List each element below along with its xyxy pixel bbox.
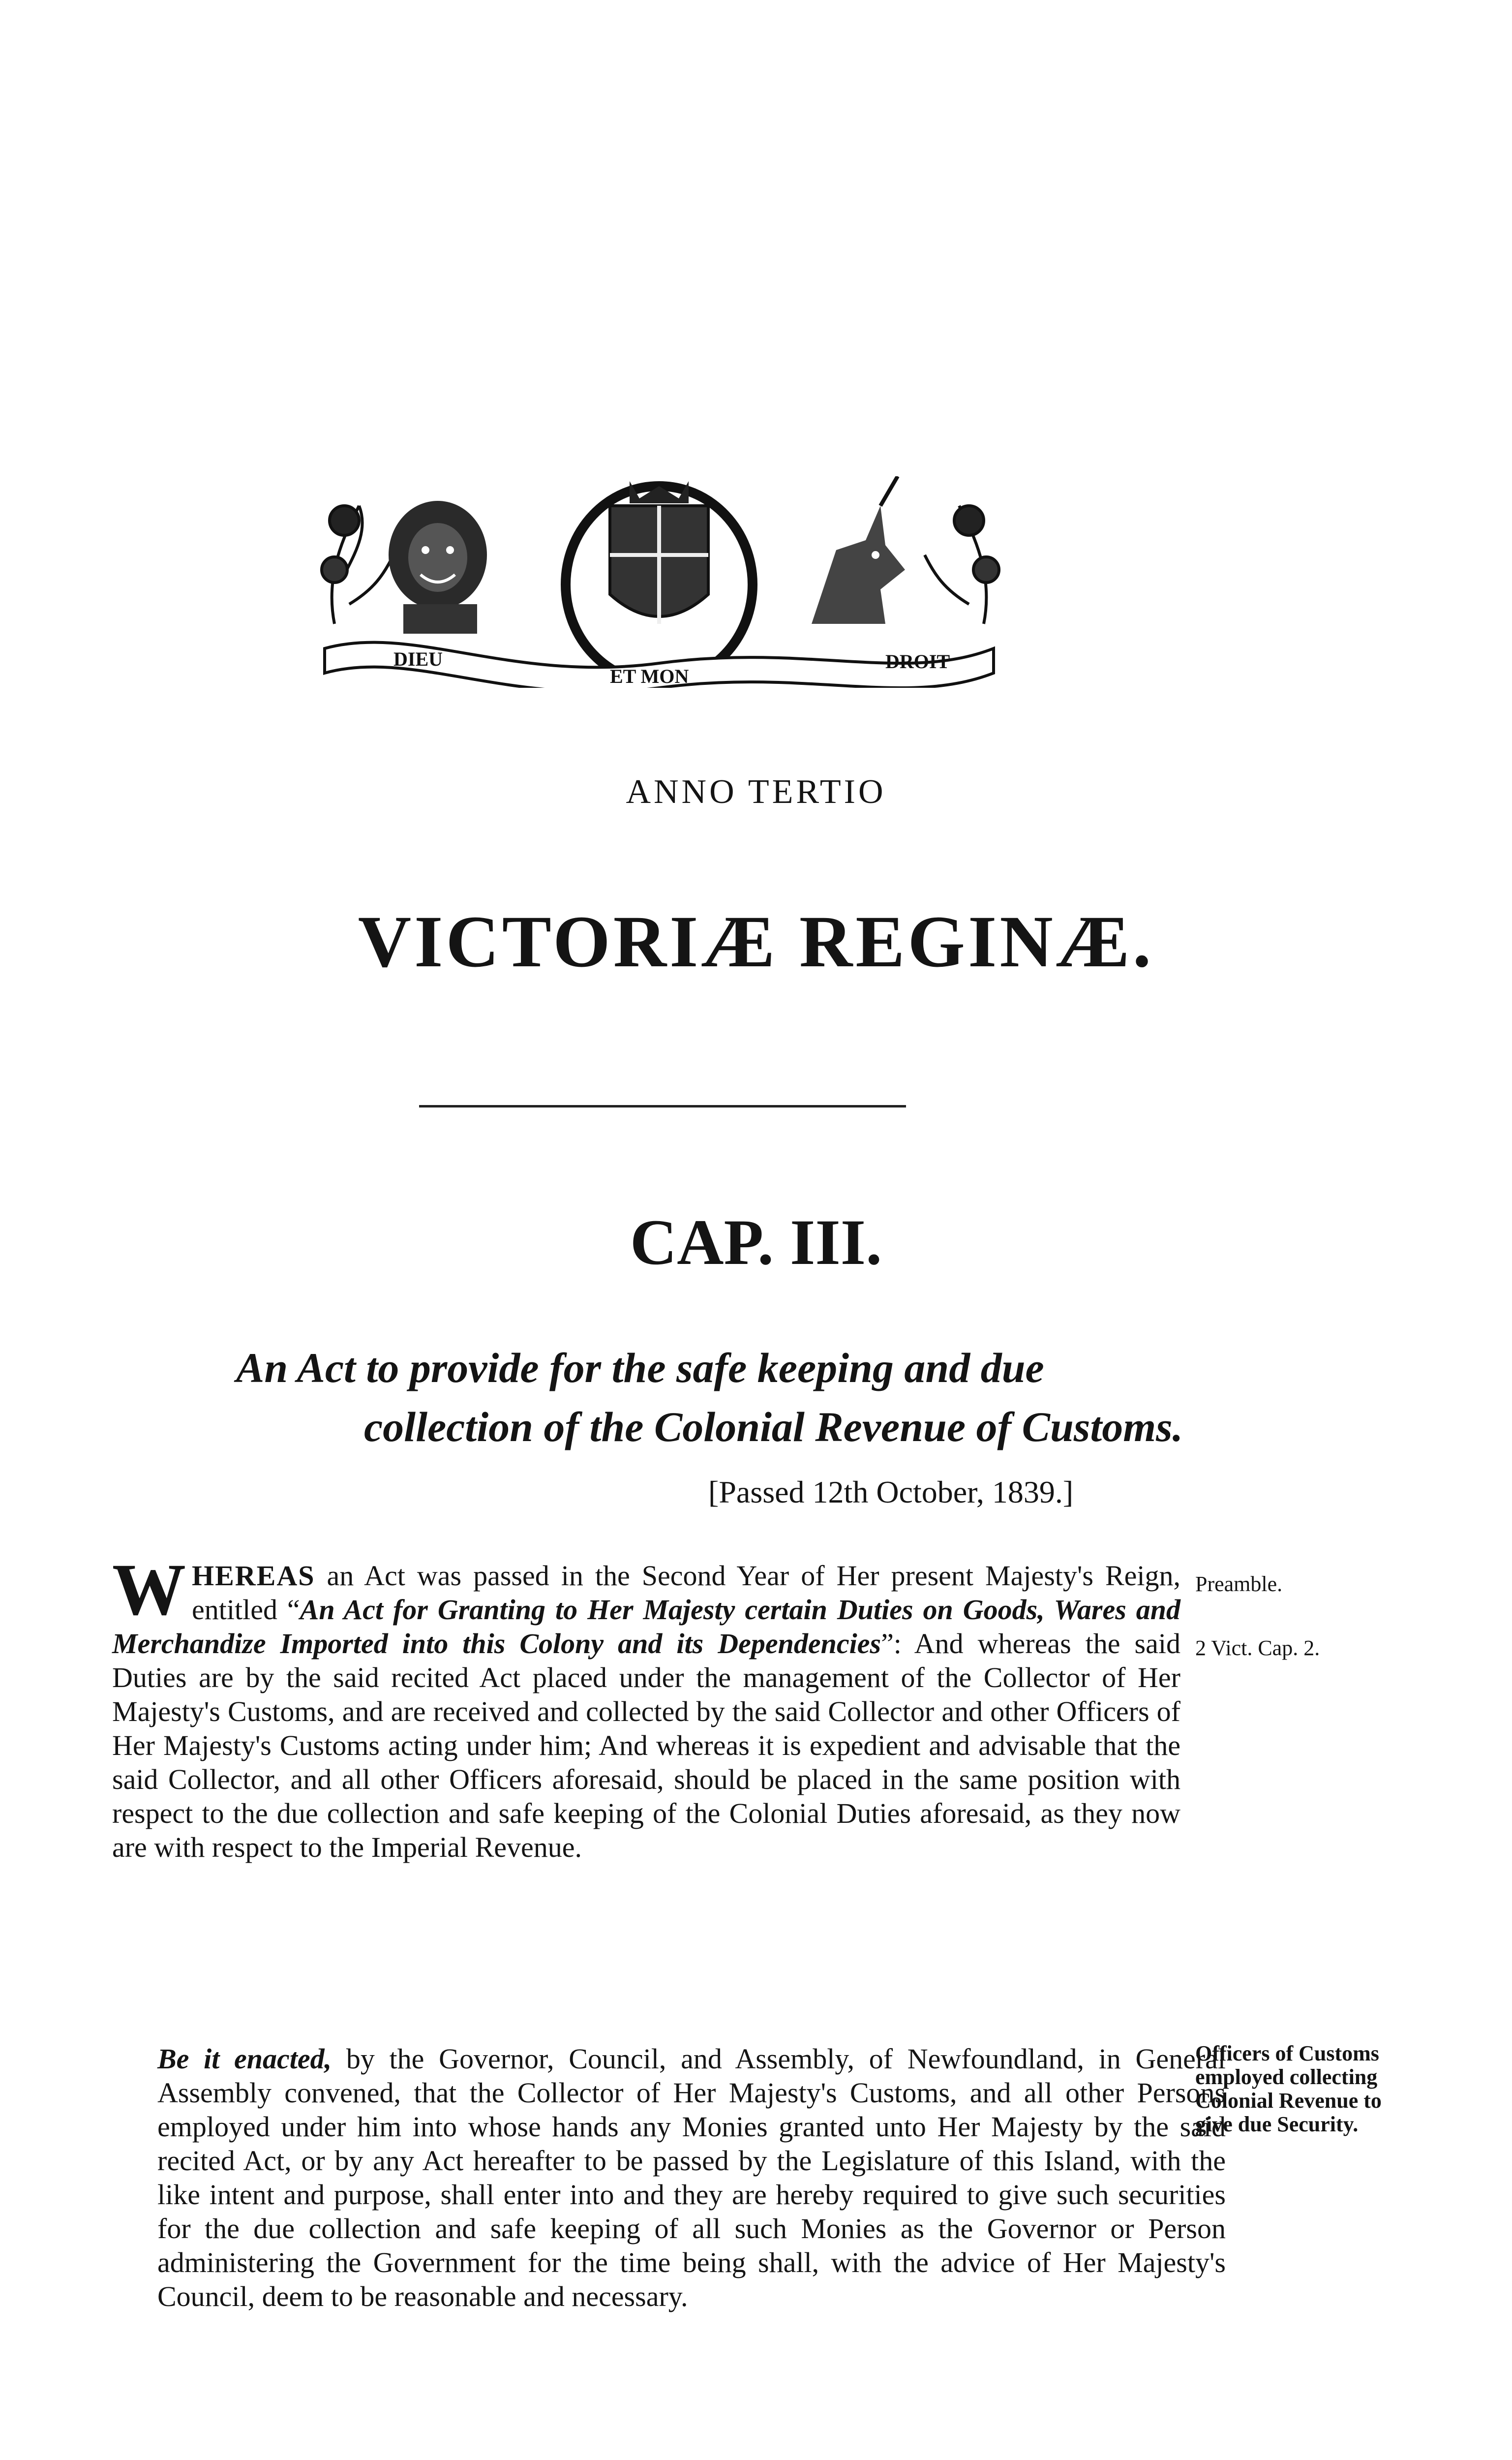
divider-rule xyxy=(419,1105,906,1107)
regnal-heading: VICTORIÆ REGINÆ. xyxy=(358,901,1154,983)
act-title xyxy=(152,1338,1235,1456)
lion-supporter xyxy=(389,501,487,634)
garter-and-shield xyxy=(566,481,753,683)
royal-coat-of-arms xyxy=(315,476,1003,688)
motto-right: DROIT xyxy=(885,650,950,673)
enacting-text: by the Governor, Council, and Assembly, of Newfoundland, in General Assembly convened, that the Collector of Her Majesty's Customs, and all other Persons employed under him into whose hands any Monies granted unto Her Majesty by the said recited Act, or by any Act hereafter to be passed by the Legislature of this Island, with the like intent and purpose, shall enter into and they are hereby required to give such securities for the due collection and safe keeping of all such Monies as the Governor or Person administering the Government for the time being shall, with the advice of Her Majesty's Council, deem to be reasonable and necessary. xyxy=(157,2043,1226,2312)
preamble-text-1: an Act was passed in the Second Year of Her present Majesty's Reign, entitled “ xyxy=(192,1560,1180,1626)
margin-note-preamble: Preamble. xyxy=(1195,1572,1283,1596)
act-title-line-1: An Act to provide for the safe keeping and due xyxy=(236,1344,1044,1391)
act-title-line-2: collection of the Colonial Revenue of Customs. xyxy=(364,1403,1183,1450)
anno-heading: ANNO TERTIO xyxy=(626,773,886,811)
preamble-text-2: ”: And whereas the said Duties are by the said recited Act placed under the management of the Collector of Her Majesty's Customs, and are received and collected by the said Collector and other Officers of Her Majesty's Customs acting under him; And whereas it is expedient and advisable that the said Collector, and all other Officers aforesaid, should be placed in the same position with respect to the due collection and safe keeping of the Colonial Duties aforesaid, as they now are with respect to the Imperial Revenue. xyxy=(112,1628,1180,1863)
margin-note-officers: Officers of Customs employed collecting Colonial Revenue to give due Security. xyxy=(1195,2041,1382,2136)
passed-date: [Passed 12th October, 1839.] xyxy=(708,1475,1074,1509)
motto-ribbon xyxy=(325,643,994,688)
unicorn-supporter xyxy=(812,476,905,624)
motto-mid: ET MON xyxy=(610,665,689,687)
cited-act-title: An Act for Granting to Her Majesty certain Duties on Goods, Wares and Merchandize Imported into this Colony and its Dependencies xyxy=(112,1594,1181,1660)
rose-spray-left xyxy=(322,506,393,624)
chapter-number: CAP. III. xyxy=(630,1206,882,1278)
preamble-paragraph xyxy=(112,1549,1181,1864)
motto-left: DIEU xyxy=(393,648,443,670)
enacting-clause: Be it enacted, xyxy=(157,2043,332,2075)
margin-note-citation: 2 Vict. Cap. 2. xyxy=(1195,1636,1320,1660)
drop-cap: W xyxy=(112,1549,186,1630)
thistle-spray-right xyxy=(925,506,999,624)
enacting-paragraph xyxy=(112,2042,1226,2313)
lead-word: HEREAS xyxy=(192,1560,315,1592)
